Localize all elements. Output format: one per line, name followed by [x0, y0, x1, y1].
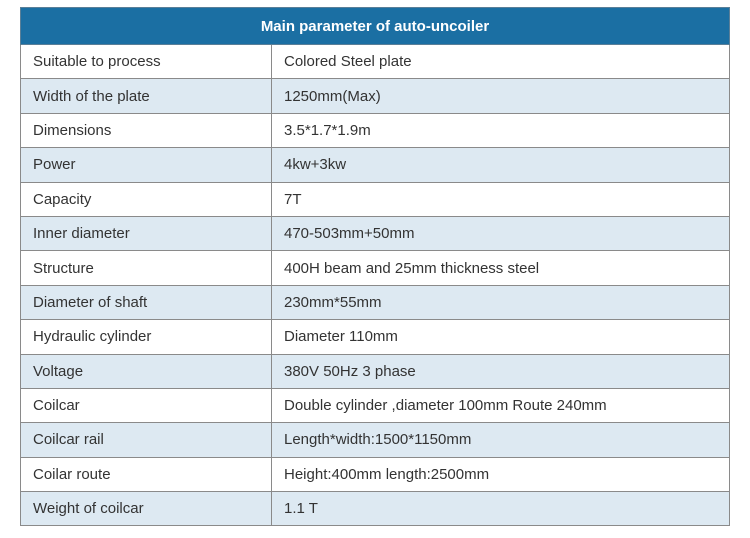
- table-row: [21, 113, 730, 147]
- param-value: 7T: [272, 182, 730, 216]
- param-label: Width of the plate: [21, 79, 272, 113]
- table-row: [21, 148, 730, 182]
- param-label: Coilcar: [21, 388, 272, 422]
- table-row: [21, 216, 730, 250]
- table-row: [21, 457, 730, 491]
- param-label: Suitable to process: [21, 45, 272, 79]
- param-value: 230mm*55mm: [272, 285, 730, 319]
- param-label: Coilar route: [21, 457, 272, 491]
- param-value: 1250mm(Max): [272, 79, 730, 113]
- table-header-row: [21, 8, 730, 45]
- param-value: 400H beam and 25mm thickness steel: [272, 251, 730, 285]
- table-body: [21, 45, 730, 526]
- param-value: 4kw+3kw: [272, 148, 730, 182]
- param-value: Diameter 110mm: [272, 320, 730, 354]
- table-title: Main parameter of auto-uncoiler: [21, 8, 730, 45]
- param-value: 1.1 T: [272, 492, 730, 526]
- param-label: Structure: [21, 251, 272, 285]
- param-label: Power: [21, 148, 272, 182]
- param-label: Diameter of shaft: [21, 285, 272, 319]
- table-row: [21, 79, 730, 113]
- table-row: [21, 388, 730, 422]
- param-value: Colored Steel plate: [272, 45, 730, 79]
- param-label: Inner diameter: [21, 216, 272, 250]
- param-value: 470-503mm+50mm: [272, 216, 730, 250]
- param-value: Height:400mm length:2500mm: [272, 457, 730, 491]
- table-row: [21, 423, 730, 457]
- param-label: Capacity: [21, 182, 272, 216]
- table-row: [21, 354, 730, 388]
- table-row: [21, 492, 730, 526]
- param-value: Double cylinder ,diameter 100mm Route 240mm: [272, 388, 730, 422]
- table-row: [21, 320, 730, 354]
- param-label: Hydraulic cylinder: [21, 320, 272, 354]
- param-label: Coilcar rail: [21, 423, 272, 457]
- parameter-table-container: [20, 7, 729, 526]
- parameter-table: [20, 7, 730, 526]
- param-label: Dimensions: [21, 113, 272, 147]
- param-label: Weight of coilcar: [21, 492, 272, 526]
- table-row: [21, 285, 730, 319]
- param-value: Length*width:1500*1150mm: [272, 423, 730, 457]
- table-row: [21, 251, 730, 285]
- table-row: [21, 182, 730, 216]
- param-label: Voltage: [21, 354, 272, 388]
- param-value: 380V 50Hz 3 phase: [272, 354, 730, 388]
- param-value: 3.5*1.7*1.9m: [272, 113, 730, 147]
- table-row: [21, 45, 730, 79]
